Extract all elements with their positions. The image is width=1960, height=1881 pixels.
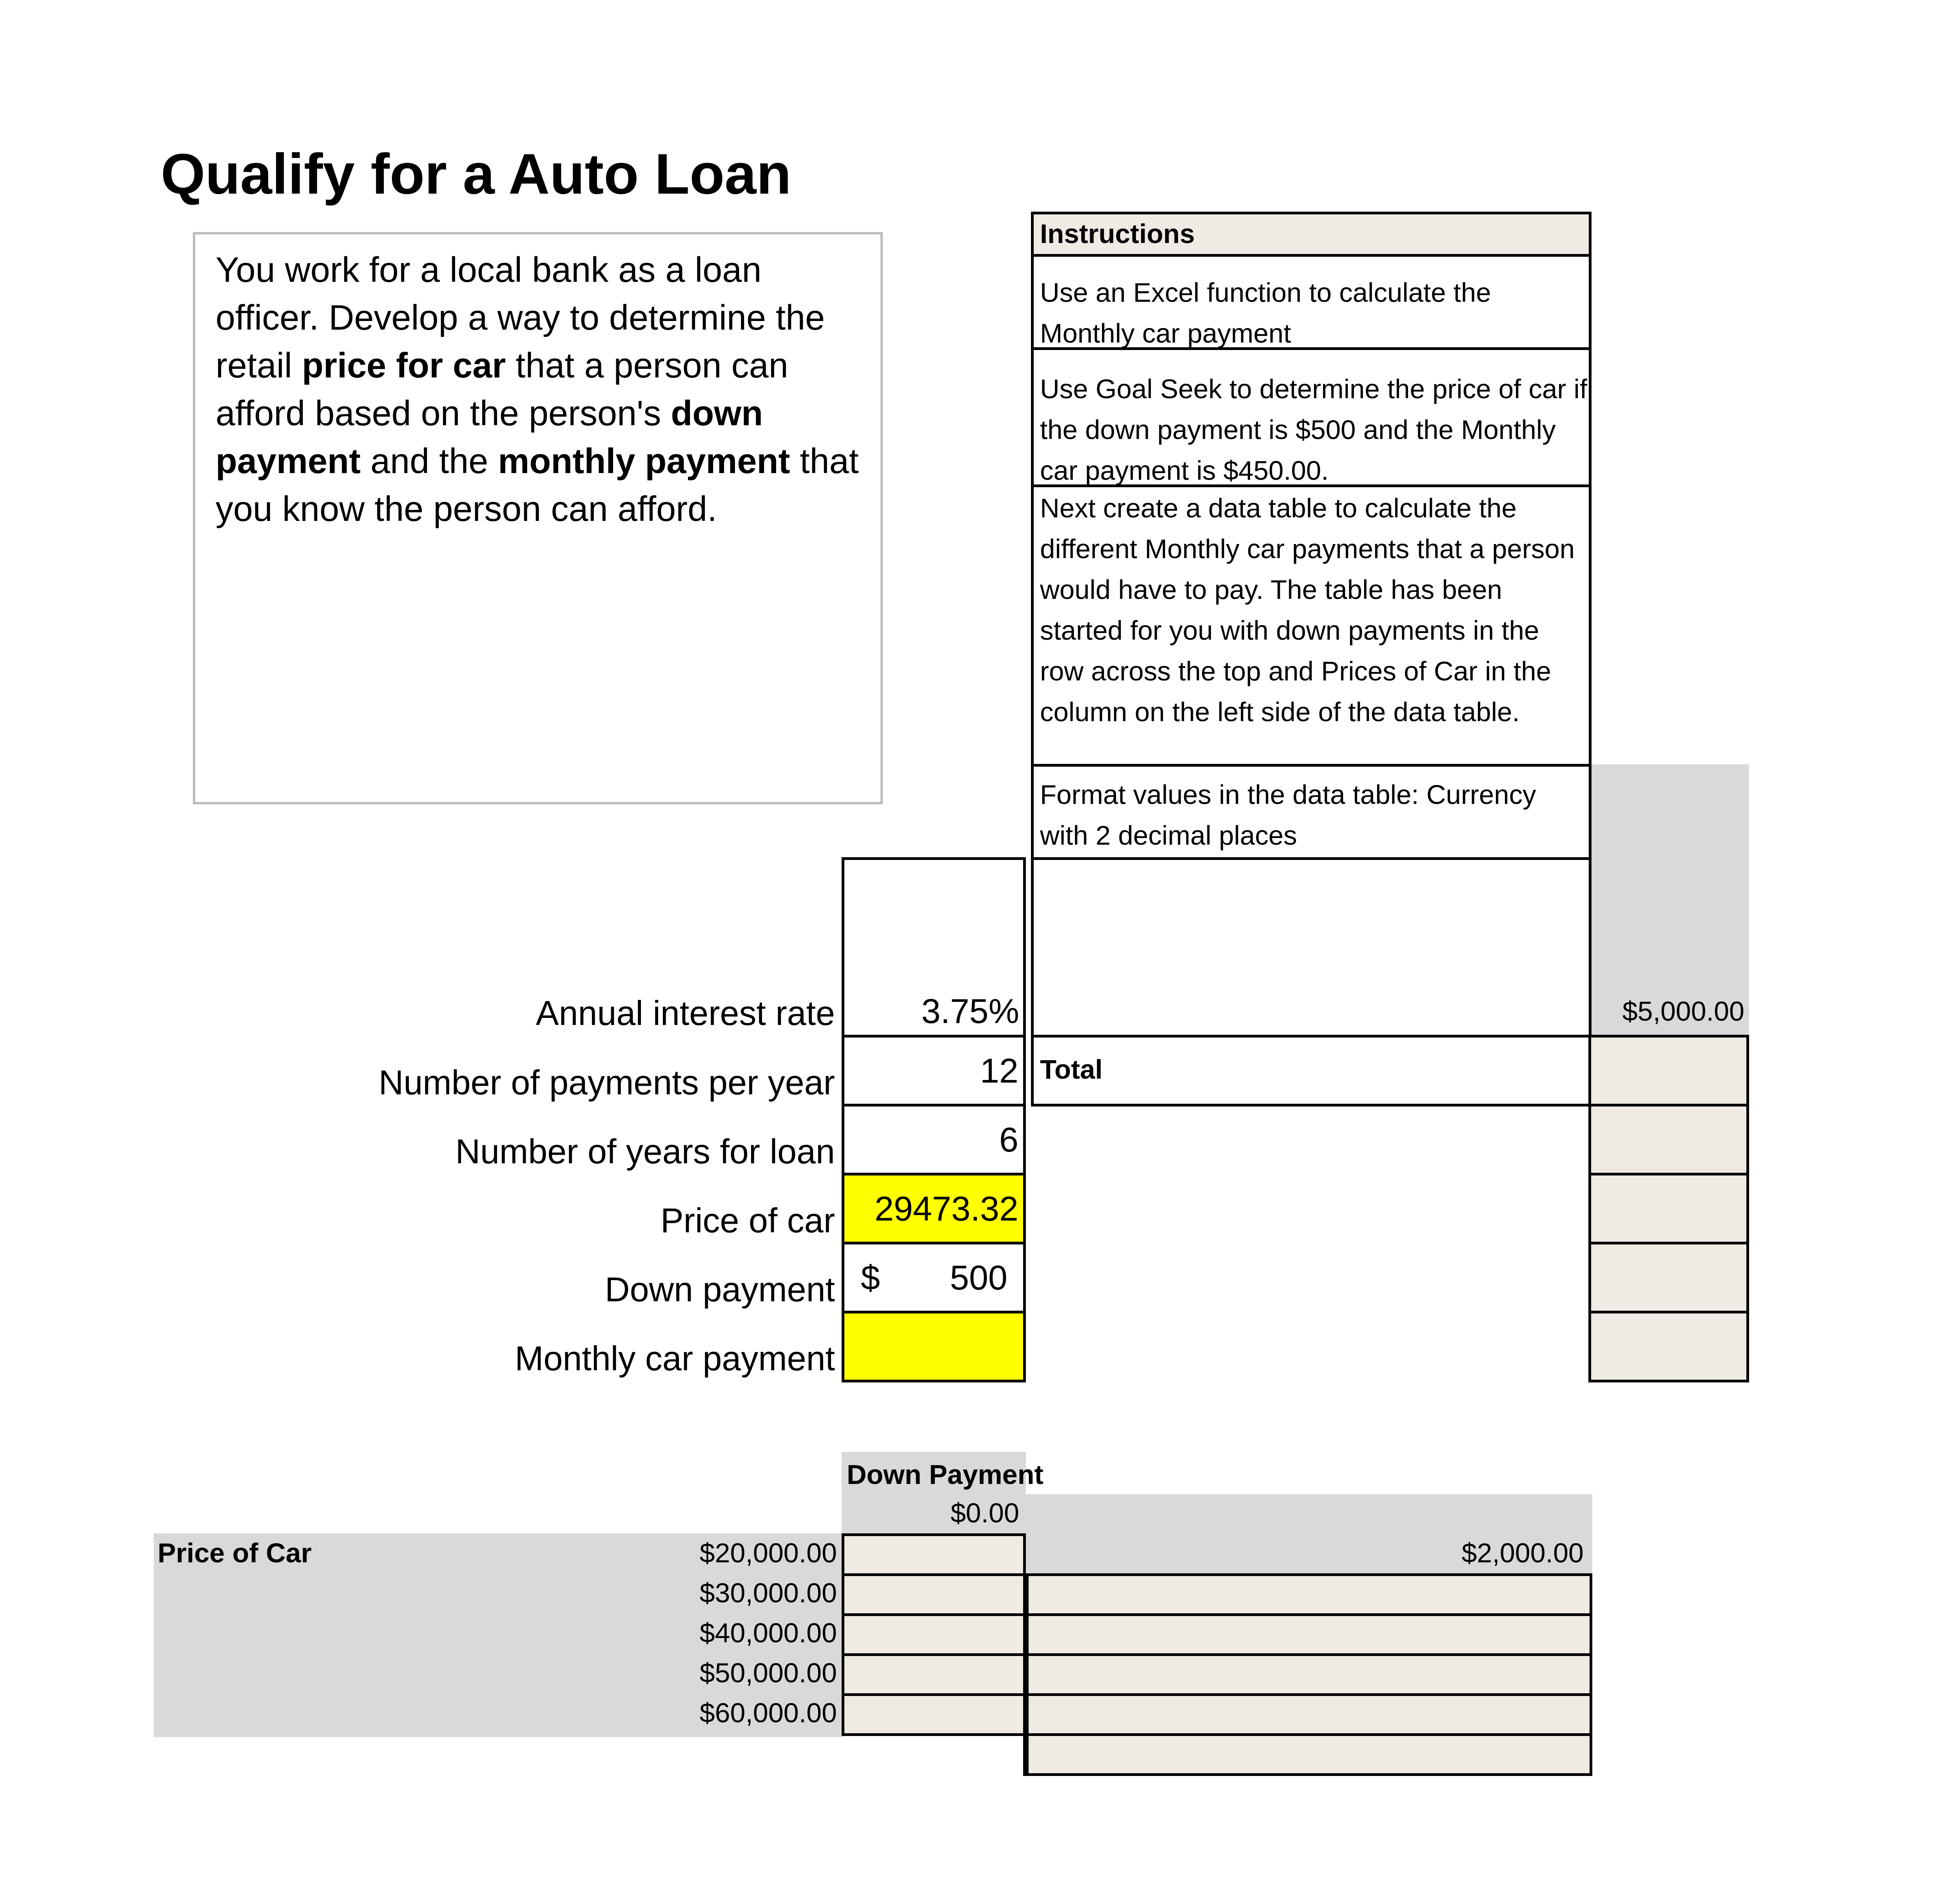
input-monthly-car-payment[interactable]: [842, 1311, 1026, 1382]
data-table-cell[interactable]: [842, 1613, 1026, 1656]
side-column-cell[interactable]: [1588, 1104, 1749, 1175]
data-table-cell[interactable]: [1023, 1733, 1592, 1776]
side-column-cell[interactable]: [1588, 1242, 1749, 1313]
currency-symbol: $: [861, 1258, 880, 1297]
input-price-of-car[interactable]: 29473.32: [842, 1173, 1026, 1244]
label-price-of-car: Price of car: [660, 1201, 835, 1240]
instruction-item-4: Format values in the data table: Currency with 2 decimal places: [1031, 764, 1592, 860]
label-down-payment: Down payment: [605, 1270, 835, 1309]
intro-part-4: that you know the person can afford.: [216, 442, 859, 529]
data-table-cell[interactable]: [842, 1693, 1026, 1736]
price-value-3: $40,000.00: [699, 1618, 837, 1648]
instruction-item-3: Next create a data table to calculate the different Monthly car payments that a person would have to pay. The table has been started for you with down payments in the row across the top and Prices of Car in the column on the left side of the data table.: [1031, 484, 1592, 767]
down-payment-value: 500: [950, 1258, 1007, 1297]
data-table-cell[interactable]: [842, 1573, 1026, 1616]
intro-part-3: and the: [361, 442, 498, 481]
data-table-cell[interactable]: [842, 1533, 1026, 1576]
down-payment-value-2: $2,000.00: [1461, 1538, 1584, 1568]
price-value-4: $50,000.00: [699, 1658, 837, 1688]
intro-part-1: You work for a local bank as a loan officer. Develop a way to determine the retail: [216, 250, 825, 385]
price-of-car-header: Price of Car: [158, 1538, 312, 1568]
label-years-for-loan: Number of years for loan: [455, 1132, 835, 1171]
instruction-item-2: Use Goal Seek to determine the price of car if the down payment is $500 and the Monthly car payment is $450.00.: [1031, 347, 1592, 487]
data-table-cell[interactable]: [1023, 1693, 1592, 1736]
intro-bold-price: price for car: [302, 346, 506, 385]
price-value-2: $30,000.00: [699, 1578, 837, 1608]
input-payments-per-year[interactable]: 12: [842, 1035, 1026, 1106]
data-table-cell[interactable]: [1023, 1653, 1592, 1696]
side-column-cell[interactable]: [1588, 1173, 1749, 1244]
price-value-5: $60,000.00: [699, 1698, 837, 1728]
price-value-1: $20,000.00: [699, 1538, 837, 1568]
down-payment-value-1: $0.00: [950, 1498, 1019, 1528]
label-annual-interest-rate: Annual interest rate: [535, 994, 835, 1032]
instructions-header: Instructions: [1031, 212, 1592, 257]
instructions-total-label: Total: [1031, 1035, 1592, 1106]
side-column-header-value: $5,000.00: [1622, 996, 1744, 1027]
side-column-cell[interactable]: [1588, 1035, 1749, 1106]
intro-bold-down-payment: down payment: [216, 394, 763, 481]
intro-part-2: that a person can afford based on the person's: [216, 346, 788, 433]
intro-bold-monthly-payment: monthly payment: [498, 442, 790, 481]
data-table-cell[interactable]: [1023, 1613, 1592, 1656]
label-payments-per-year: Number of payments per year: [378, 1063, 835, 1102]
input-down-payment[interactable]: [842, 1242, 1026, 1313]
label-monthly-car-payment: Monthly car payment: [515, 1339, 835, 1378]
side-column-cell[interactable]: [1588, 1311, 1749, 1382]
page-title: Qualify for a Auto Loan: [161, 142, 791, 206]
intro-text: [216, 246, 865, 533]
input-annual-interest-rate[interactable]: 3.75%: [921, 992, 1019, 1030]
instructions-blank-cell: [1031, 857, 1592, 1038]
instruction-item-1: Use an Excel function to calculate the Monthly car payment: [1031, 254, 1592, 350]
data-table-cell[interactable]: [842, 1653, 1026, 1696]
intro-text-box: [193, 232, 883, 804]
down-payment-header: Down Payment: [847, 1459, 1044, 1490]
input-years-for-loan[interactable]: 6: [842, 1104, 1026, 1175]
data-table-cell[interactable]: [1023, 1573, 1592, 1616]
